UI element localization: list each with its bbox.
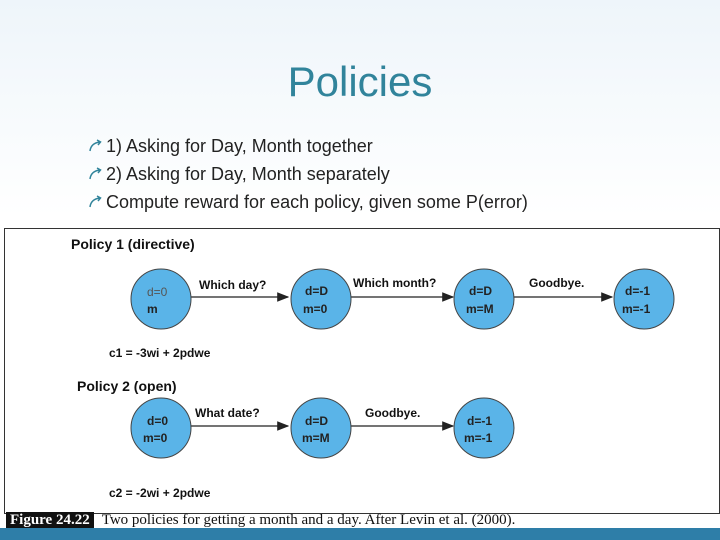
policy-figure <box>4 228 720 514</box>
policy1-node-3 <box>454 269 514 329</box>
bullet-item <box>88 132 708 160</box>
figure-label: Figure 24.22 <box>6 512 94 528</box>
bullet-text: 1) Asking for Day, Month together <box>106 136 373 156</box>
bottom-accent-bar <box>0 528 720 540</box>
policy1-cost: c1 = -3wi + 2pdwe <box>109 346 211 360</box>
bullet-arrow-icon <box>88 139 102 153</box>
figure-caption <box>6 512 718 528</box>
policy1-edge-label-1: Which day? <box>199 278 267 292</box>
node-label: d=-1 <box>625 284 651 298</box>
bullet-arrow-icon <box>88 195 102 209</box>
policy1-edge-label-2: Which month? <box>353 276 437 290</box>
node-label: m <box>147 302 158 316</box>
bullet-item <box>88 188 708 216</box>
bullet-arrow-icon <box>88 167 102 181</box>
bullet-text: 2) Asking for Day, Month separately <box>106 164 390 184</box>
caption-text: Two policies for getting a month and a day. After Levin et al. (2000). <box>101 512 516 528</box>
node-label: m=M <box>466 302 494 316</box>
policy2-node-1 <box>131 398 191 458</box>
node-label: m=-1 <box>622 302 651 316</box>
slide-title: Policies <box>287 58 433 105</box>
node-label: d=D <box>305 284 329 298</box>
policy1-node-1 <box>131 269 191 329</box>
policy2-node-3 <box>454 398 514 458</box>
node-label: m=-1 <box>464 431 493 445</box>
policy2-cost: c2 = -2wi + 2pdwe <box>109 486 211 500</box>
policy1-node-4 <box>614 269 674 329</box>
bullet-text: Compute reward for each policy, given some P(error) <box>106 192 528 212</box>
policy2-edge-label-1: What date? <box>195 406 260 420</box>
policy1-heading: Policy 1 (directive) <box>71 236 195 252</box>
policy2-node-2 <box>291 398 351 458</box>
policy2-heading: Policy 2 (open) <box>77 378 177 394</box>
node-label: d=-1 <box>467 414 493 428</box>
policy2-edge-label-2: Goodbye. <box>365 406 421 420</box>
policy-diagram <box>5 229 719 513</box>
node-label: d=0 <box>147 414 169 428</box>
node-label: m=0 <box>143 431 168 445</box>
node-label: d=D <box>469 284 493 298</box>
policy1-node-2 <box>291 269 351 329</box>
node-label: m=0 <box>303 302 328 316</box>
bullet-list <box>88 132 708 216</box>
node-label: d=D <box>305 414 329 428</box>
node-label: m=M <box>302 431 330 445</box>
bullet-item <box>88 160 708 188</box>
node-label: d=0 <box>147 285 168 299</box>
policy1-edge-label-3: Goodbye. <box>529 276 585 290</box>
